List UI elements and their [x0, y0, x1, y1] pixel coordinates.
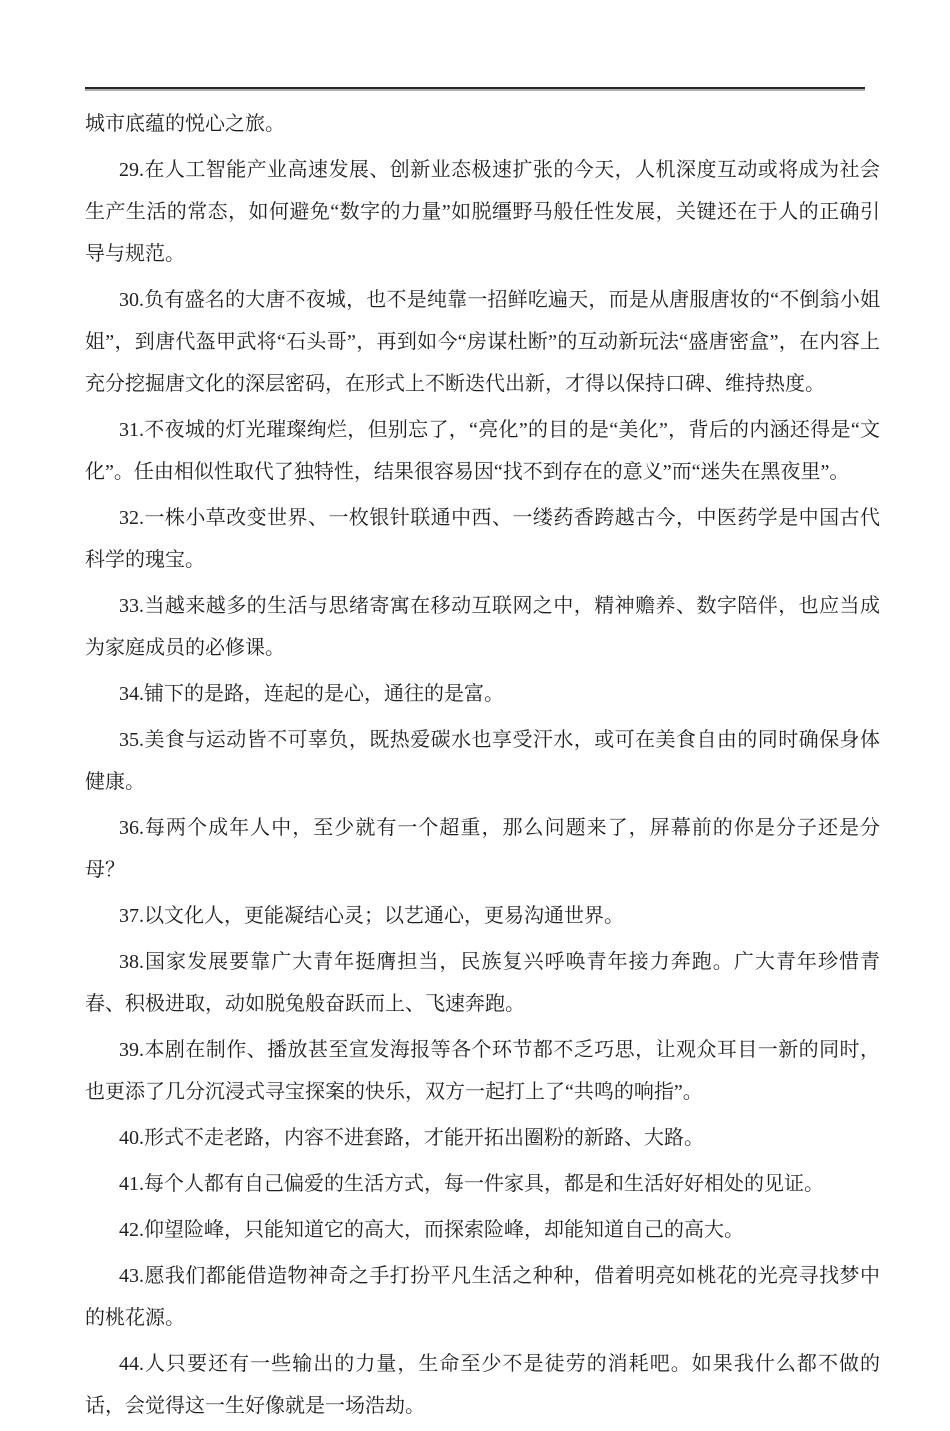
item-text: 每个人都有自己偏爱的生活方式，每一件家具，都是和生活好好相处的见证。	[144, 1173, 824, 1195]
paragraph-list	[85, 149, 880, 1427]
numbered-paragraph	[85, 1163, 880, 1205]
item-text: 不夜城的灯光璀璨绚烂，但别忘了，“亮化”的目的是“美化”，背后的内涵还得是“文化”。任由相似性取代了独特性，结果很容易因“找不到存在的意义”而“迷失在黑夜里”。	[85, 419, 880, 483]
item-text: 国家发展要靠广大青年挺膺担当，民族复兴呼唤青年接力奔跑。广大青年珍惜青春、积极进取，动如脱兔般奋跃而上、飞速奔跑。	[85, 951, 880, 1015]
item-text: 当越来越多的生活与思绪寄寓在移动互联网之中，精神赡养、数字陪伴，也应当成为家庭成员的必修课。	[85, 595, 880, 659]
numbered-paragraph	[85, 673, 880, 715]
numbered-paragraph	[85, 149, 880, 275]
item-number: 38.	[119, 951, 144, 973]
numbered-paragraph	[85, 895, 880, 937]
item-number: 33.	[119, 595, 144, 617]
numbered-paragraph	[85, 279, 880, 405]
item-number: 37.	[119, 905, 144, 927]
item-text: 一株小草改变世界、一枚银针联通中西、一缕药香跨越古今，中医药学是中国古代科学的瑰宝。	[85, 507, 880, 571]
numbered-paragraph	[85, 941, 880, 1025]
numbered-paragraph	[85, 807, 880, 891]
paragraph-continuation: 城市底蕴的悦心之旅。	[85, 113, 285, 135]
numbered-paragraph	[85, 497, 880, 581]
numbered-paragraph	[85, 1209, 880, 1251]
numbered-paragraph	[85, 719, 880, 803]
item-text: 每两个成年人中，至少就有一个超重，那么问题来了，屏幕前的你是分子还是分母？	[85, 817, 880, 881]
item-number: 44.	[119, 1353, 144, 1375]
item-number: 35.	[119, 729, 144, 751]
numbered-paragraph	[85, 1343, 880, 1427]
item-text: 人只要还有一些输出的力量，生命至少不是徒劳的消耗吧。如果我什么都不做的话，会觉得这一生好像就是一场浩劫。	[85, 1353, 880, 1417]
item-number: 32.	[119, 507, 144, 529]
numbered-paragraph	[85, 1255, 880, 1339]
numbered-paragraph	[85, 1117, 880, 1159]
item-text: 愿我们都能借造物神奇之手打扮平凡生活之种种，借着明亮如桃花的光亮寻找梦中的桃花源。	[85, 1265, 880, 1329]
numbered-paragraph	[85, 585, 880, 669]
numbered-paragraph	[85, 409, 880, 493]
header-separator-line	[85, 87, 865, 89]
item-text: 在人工智能产业高速发展、创新业态极速扩张的今天，人机深度互动或将成为社会生产生活的常态，如何避免“数字的力量”如脱缰野马般任性发展，关键还在于人的正确引导与规范。	[85, 159, 880, 265]
item-number: 36.	[119, 817, 144, 839]
item-text: 仰望险峰，只能知道它的高大，而探索险峰，却能知道自己的高大。	[144, 1219, 744, 1241]
item-number: 42.	[119, 1219, 144, 1241]
item-number: 29.	[119, 159, 144, 181]
item-number: 39.	[119, 1039, 144, 1061]
item-text: 铺下的是路，连起的是心，通往的是富。	[144, 683, 504, 705]
item-number: 40.	[119, 1127, 144, 1149]
item-number: 30.	[119, 289, 144, 311]
item-number: 31.	[119, 419, 144, 441]
numbered-paragraph	[85, 1029, 880, 1113]
item-number: 34.	[119, 683, 144, 705]
item-number: 43.	[119, 1265, 144, 1287]
document-body	[85, 103, 880, 1431]
item-text: 形式不走老路，内容不进套路，才能开拓出圈粉的新路、大路。	[144, 1127, 704, 1149]
item-text: 负有盛名的大唐不夜城，也不是纯靠一招鲜吃遍天，而是从唐服唐妆的“不倒翁小姐姐”，到唐代盔甲武将“石头哥”，再到如今“房谋杜断”的互动新玩法“盛唐密盒”，在内容上充分挖掘唐文化的深层密码，在形式上不断迭代出新，才得以保持口碑、维持热度。	[85, 289, 880, 395]
item-text: 美食与运动皆不可辜负，既热爱碳水也享受汗水，或可在美食自由的同时确保身体健康。	[85, 729, 880, 793]
item-text: 本剧在制作、播放甚至宣发海报等各个环节都不乏巧思，让观众耳目一新的同时，也更添了几分沉浸式寻宝探案的快乐，双方一起打上了“共鸣的响指”。	[85, 1039, 880, 1103]
item-number: 41.	[119, 1173, 144, 1195]
item-text: 以文化人，更能凝结心灵；以艺通心，更易沟通世界。	[144, 905, 624, 927]
